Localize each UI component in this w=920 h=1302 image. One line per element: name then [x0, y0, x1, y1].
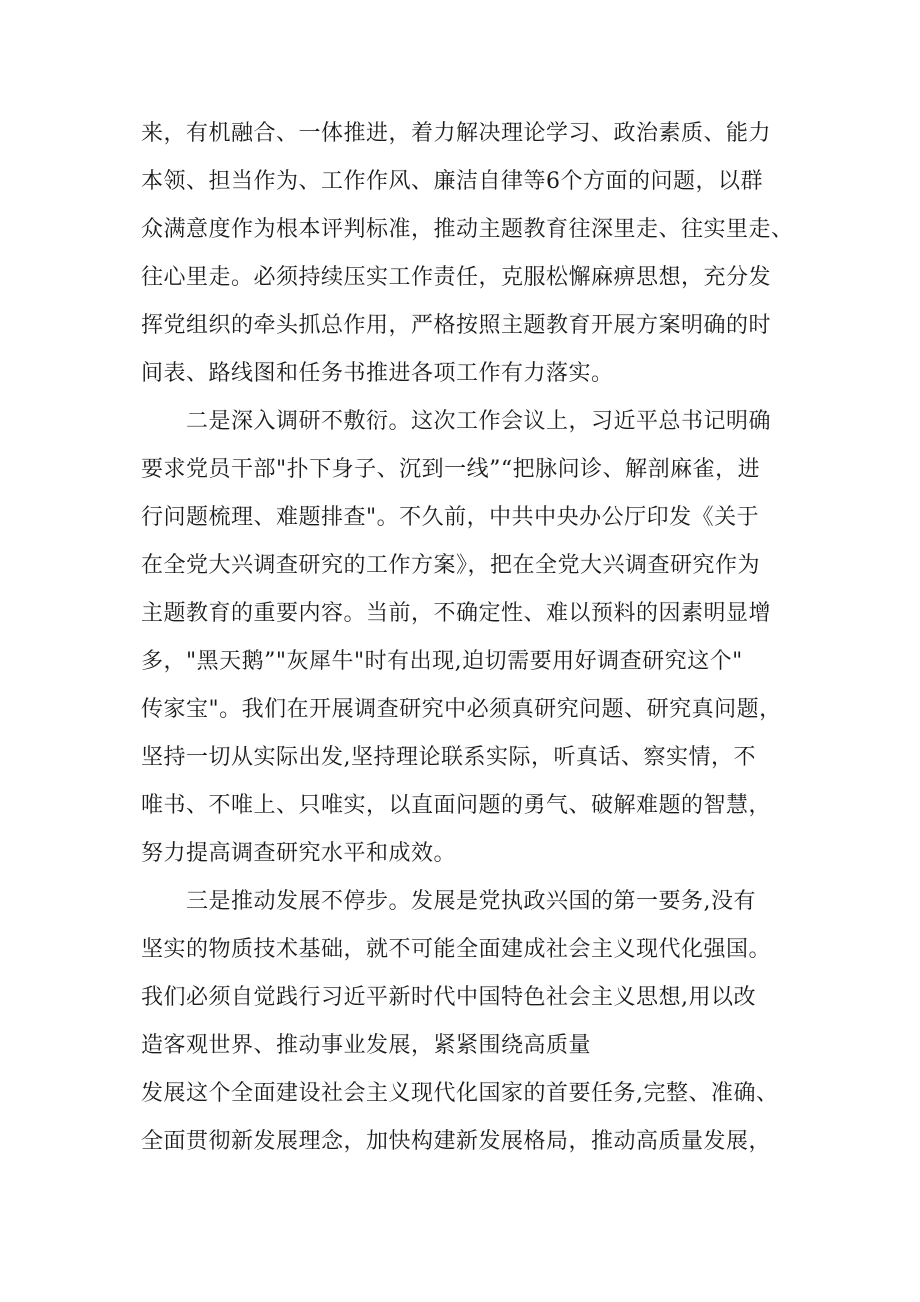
paragraph-2-first-line: 二是深入调研不敷衍。这次工作会议上，习近平总书记明确	[186, 409, 772, 434]
text-line: 间表、路线图和任务书推进各项工作有力落实。	[141, 361, 614, 386]
text-line: 要求党员干部"扑下身子、沉到一线”“把脉问诊、解剖麻雀，进	[141, 457, 761, 482]
text-line: 我们必须自觉践行习近平新时代中国特色社会主义思想,用以改	[141, 985, 756, 1010]
text-line: 唯书、不唯上、只唯实，以直面问题的勇气、破解难题的智慧，	[141, 793, 772, 818]
text-line: 往心里走。必须持续压实工作责任，克服松懈麻痹思想，充分发	[141, 265, 772, 290]
text-line: 传家宝"。我们在开展调查研究中必须真研究问题、研究真问题，	[141, 697, 782, 722]
text-line: 行问题梳理、难题排查"。不久前，中共中央办公厅印发《关于	[141, 505, 760, 530]
text-line: 坚持一切从实际出发,坚持理论联系实际，听真话、察实情，不	[141, 745, 756, 770]
text-line: 发展这个全面建设社会主义现代化国家的首要任务,完整、准确、	[141, 1081, 779, 1106]
text-line: 主题教育的重要内容。当前，不确定性、难以预料的因素明显增	[141, 601, 772, 626]
paragraph-3-first-line: 三是推动发展不停步。发展是党执政兴国的第一要务,没有	[186, 889, 756, 914]
text-line: 全面贯彻新发展理念，加快构建新发展格局，推动高质量发展，	[141, 1129, 772, 1154]
text-line: 众满意度作为根本评判标准，推动主题教育往深里走、往实里走、	[141, 217, 794, 242]
text-line: 在全党大兴调查研究的工作方案》，把在全党大兴调查研究作为	[141, 553, 761, 578]
text-line: 挥党组织的牵头抓总作用，严格按照主题教育开展方案明确的时	[141, 313, 772, 338]
text-line: 坚实的物质技术基础，就不可能全面建成社会主义现代化强国。	[141, 937, 772, 962]
text-line: 来，有机融合、一体推进，着力解决理论学习、政治素质、能力	[141, 121, 772, 146]
text-line: 努力提高调查研究水平和成效。	[141, 841, 457, 866]
text-line: 本领、担当作为、工作作风、廉洁自律等6个方面的问题，以群	[141, 169, 763, 194]
text-line: 多，"黑天鹅”"灰犀牛"时有出现,迫切需要用好调查研究这个"	[141, 649, 743, 674]
text-line: 造客观世界、推动事业发展，紧紧围绕高质量	[141, 1033, 592, 1058]
